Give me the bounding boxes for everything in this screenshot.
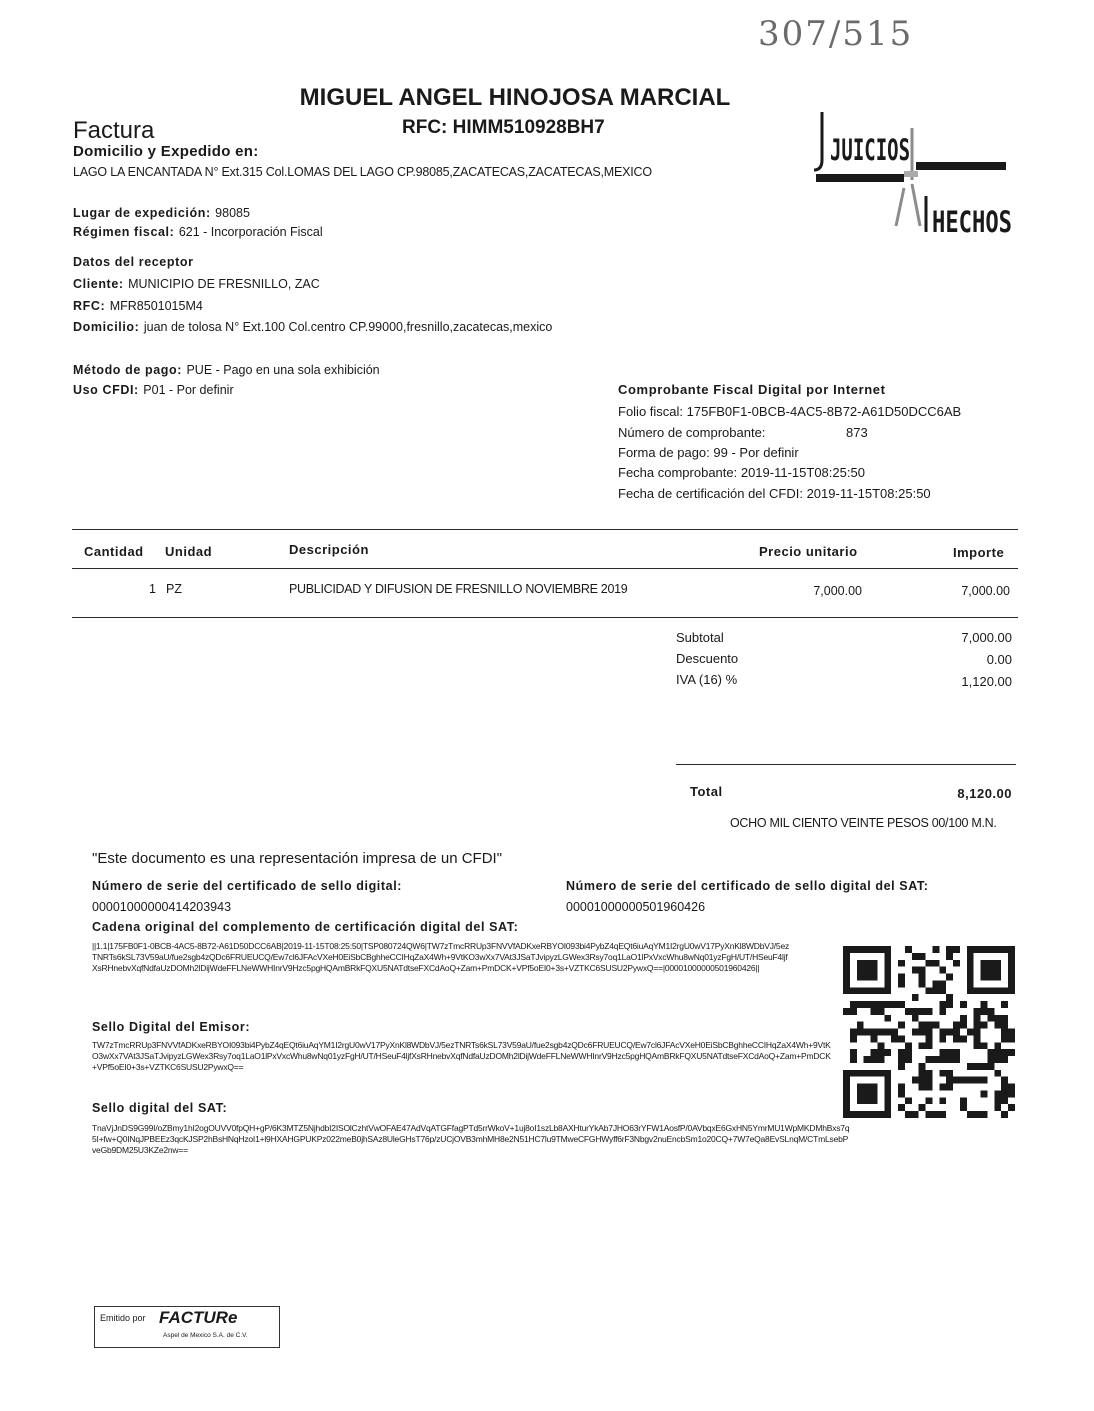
table-bottom-rule xyxy=(72,617,1018,618)
th-importe: Importe xyxy=(953,545,1005,560)
domicilio-address: LAGO LA ENCANTADA N° Ext.315 Col.LOMAS DEL LAGO CP.98085,ZACATECAS,ZACATECAS,MEXICO xyxy=(73,165,652,179)
uso-value: P01 - Por definir xyxy=(143,383,234,397)
th-cantidad: Cantidad xyxy=(84,544,144,559)
cell-precio: 7,000.00 xyxy=(813,584,862,598)
receptor-domicilio-label: Domicilio: xyxy=(73,320,140,334)
table-header-rule xyxy=(72,568,1018,569)
sello-sat-label: Sello digital del SAT: xyxy=(92,1101,228,1115)
descuento-value: 0.00 xyxy=(986,652,1012,667)
total-value: 8,120.00 xyxy=(957,786,1012,801)
issuer-rfc: RFC: HIMM510928BH7 xyxy=(402,117,605,138)
cert-emisor-label: Número de serie del certificado de sello digital: xyxy=(92,879,403,893)
facture-brand: FACTURe xyxy=(159,1308,238,1327)
emitido-label: Emitido por xyxy=(100,1313,146,1323)
logo-word-juicios: JUICIOS xyxy=(830,133,910,167)
subtotal-label: Subtotal xyxy=(676,630,724,645)
sello-sat-text: TnaVjJnDS9G99I/oZBmy1hI2ogOUVV0fpQH+gP/6K3MTZ5NjhdbI2ISOlCzhtVwOFAE47AdVqATGFfagPTd5rrWkoV+1uj8oI1szLb8AXHturYkAb7JHO63rYFW1AosfP/0AVbqxE6GxHN5YmrMU1WpMKDMhBxs7q5I+fw+Q0INqJPBEEz3qcKJSP2hBsHNqHzoI1+l9HXAHGPUKPz022meB0jhSAz8UleGHsT76p/zUCjOVB3mhMH8e2N51HC7lu9TMweCFGHWyff6rF3Nbgv2nuEncbSm1o20CQ+7W7eQa8EvSLnqM/CTmLsebPveGb9DM25U3KZe2nw== xyxy=(92,1123,850,1155)
uso-label: Uso CFDI: xyxy=(73,383,139,397)
document-type: Factura xyxy=(73,117,155,144)
cfdi-certificacion: Fecha de certificación del CFDI: 2019-11-15T08:25:50 xyxy=(618,486,931,501)
regimen-value: 621 - Incorporación Fiscal xyxy=(178,225,323,239)
receptor-domicilio-value: juan de tolosa N° Ext.100 Col.centro CP.99000,fresnillo,zacatecas,mexico xyxy=(143,320,553,334)
cfdi-title: Comprobante Fiscal Digital por Internet xyxy=(618,382,886,397)
sello-emisor-label: Sello Digital del Emisor: xyxy=(92,1020,251,1034)
domicilio-label: Domicilio y Expedido en: xyxy=(73,143,259,160)
cfdi-fecha: Fecha comprobante: 2019-11-15T08:25:50 xyxy=(618,465,865,480)
issuer-name: MIGUEL ANGEL HINOJOSA MARCIAL xyxy=(299,84,731,111)
receptor-title: Datos del receptor xyxy=(73,255,194,269)
lugar-value: 98085 xyxy=(215,206,250,220)
receptor-cliente xyxy=(73,275,320,293)
total-label: Total xyxy=(690,784,723,799)
juicios-hechos-logo xyxy=(808,108,1016,240)
cell-descripcion: PUBLICIDAD Y DIFUSION DE FRESNILLO NOVIEMBRE 2019 xyxy=(289,582,628,596)
uso-cfdi xyxy=(73,381,234,399)
metodo-pago xyxy=(73,361,380,379)
descuento-label: Descuento xyxy=(676,651,739,666)
regimen-fiscal xyxy=(73,223,323,241)
cadena-label: Cadena original del complemento de certificación digital del SAT: xyxy=(92,920,519,934)
lugar-expedicion xyxy=(73,204,250,222)
cell-cantidad: 1 xyxy=(149,582,156,596)
table-top-rule xyxy=(72,529,1018,530)
cell-importe: 7,000.00 xyxy=(961,584,1010,598)
cfdi-numero-label: Número de comprobante: xyxy=(618,425,766,440)
cert-emisor-value: 00001000000414203943 xyxy=(92,900,232,914)
th-precio: Precio unitario xyxy=(759,544,858,559)
total-rule xyxy=(676,764,1016,765)
receptor-rfc-label: RFC: xyxy=(73,299,106,313)
cliente-value: MUNICIPIO DE FRESNILLO, ZAC xyxy=(128,277,320,291)
th-descripcion: Descripción xyxy=(289,542,369,557)
subtotal-value: 7,000.00 xyxy=(961,630,1012,645)
cfdi-forma-pago: Forma de pago: 99 - Por definir xyxy=(618,445,799,460)
cadena-text: ||1.1|175FB0F1-0BCB-4AC5-8B72-A61D50DCC6AB|2019-11-15T08:25:50|TSP080724QW6|TW7zTmcRRUp3FNVVfADKxeRBYOI093bi4PybZ4qEQt6iuAqYM1I2rgU0wV17PyXnKl8WDbVJ/5ezTNRTs6kSL73V59aU/fue2sgb4zQDc6FRUEUCQ/Ew7cl6JFAcVXeH0EiSbCBghheCCIHqZaX4Wh+9VtKO3wXx7VAt3JSaTJvipyzLGWex3Rsy7oq1LaO1lPxVxcWhu8wNq01yzFgH/UT/HSeuF4ljfXsRHnebvXqfNdfaUzDOMh2lDijWdeFFLNeWWHInrV9Hzc5pgHQAmBRkFQXU5NATdtseFXCdAoQ+Zam+PmDCK+VPf5oEI0+3s+VZTKC6SUSU2PywxQ==|00001000000501960426|| xyxy=(92,941,790,973)
facture-badge xyxy=(94,1306,280,1348)
lugar-label: Lugar de expedición: xyxy=(73,206,211,220)
cert-sat-value: 00001000000501960426 xyxy=(566,900,706,914)
th-unidad: Unidad xyxy=(165,544,213,559)
leyenda-cfdi: "Este documento es una representación impresa de un CFDI" xyxy=(92,850,503,867)
receptor-domicilio xyxy=(73,318,552,336)
qr-code xyxy=(843,943,1015,1121)
receptor-rfc xyxy=(73,297,203,315)
iva-value: 1,120.00 xyxy=(961,674,1012,689)
cliente-label: Cliente: xyxy=(73,277,124,291)
metodo-value: PUE - Pago en una sola exhibición xyxy=(186,363,380,377)
cfdi-numero-value: 873 xyxy=(846,425,868,440)
cert-sat-label: Número de serie del certificado de sello digital del SAT: xyxy=(566,879,929,893)
receptor-rfc-value: MFR8501015M4 xyxy=(109,299,203,313)
iva-label: IVA (16) % xyxy=(676,672,738,687)
logo-word-hechos: HECHOS xyxy=(932,205,1012,239)
regimen-label: Régimen fiscal: xyxy=(73,225,175,239)
cell-unidad: PZ xyxy=(166,582,182,596)
handwritten-annotation: 307/515 xyxy=(758,14,914,54)
sello-emisor-text: TW7zTmcRRUp3FNVVfADKxeRBYOI093bi4PybZ4qEQt6iuAqYM1I2rgU0wV17PyXnKl8WDbVJ/5ezTNRTs6kSL73V59aU/fue2sgb4zQDc6FRUEUCQ/Ew7cl6JFAcVXeH0EiSbCBghheCCIHqZaX4Wh+9VtKO3wXx7VAt3JSaTJvipyzLGWex3Rsy7oq1LaO1lPxVxcWhu8wNq01yzFgH/UT/HSeuF4ljfXsRHnebvXqfNdfaUzDOMh2lDijWdeFFLNeWWHInrV9Hzc5pgHQAmBRkFQXU5NATdtseFXCdAoQ+Zam+PmDCK+VPf5oEI0+3s+VZTKC6SUSU2PywxQ== xyxy=(92,1040,831,1072)
total-en-letra: OCHO MIL CIENTO VEINTE PESOS 00/100 M.N. xyxy=(730,816,997,830)
facture-company: Aspel de Mexico S.A. de C.V. xyxy=(163,1332,248,1339)
cfdi-folio: Folio fiscal: 175FB0F1-0BCB-4AC5-8B72-A61D50DCC6AB xyxy=(618,404,962,419)
metodo-label: Método de pago: xyxy=(73,363,182,377)
